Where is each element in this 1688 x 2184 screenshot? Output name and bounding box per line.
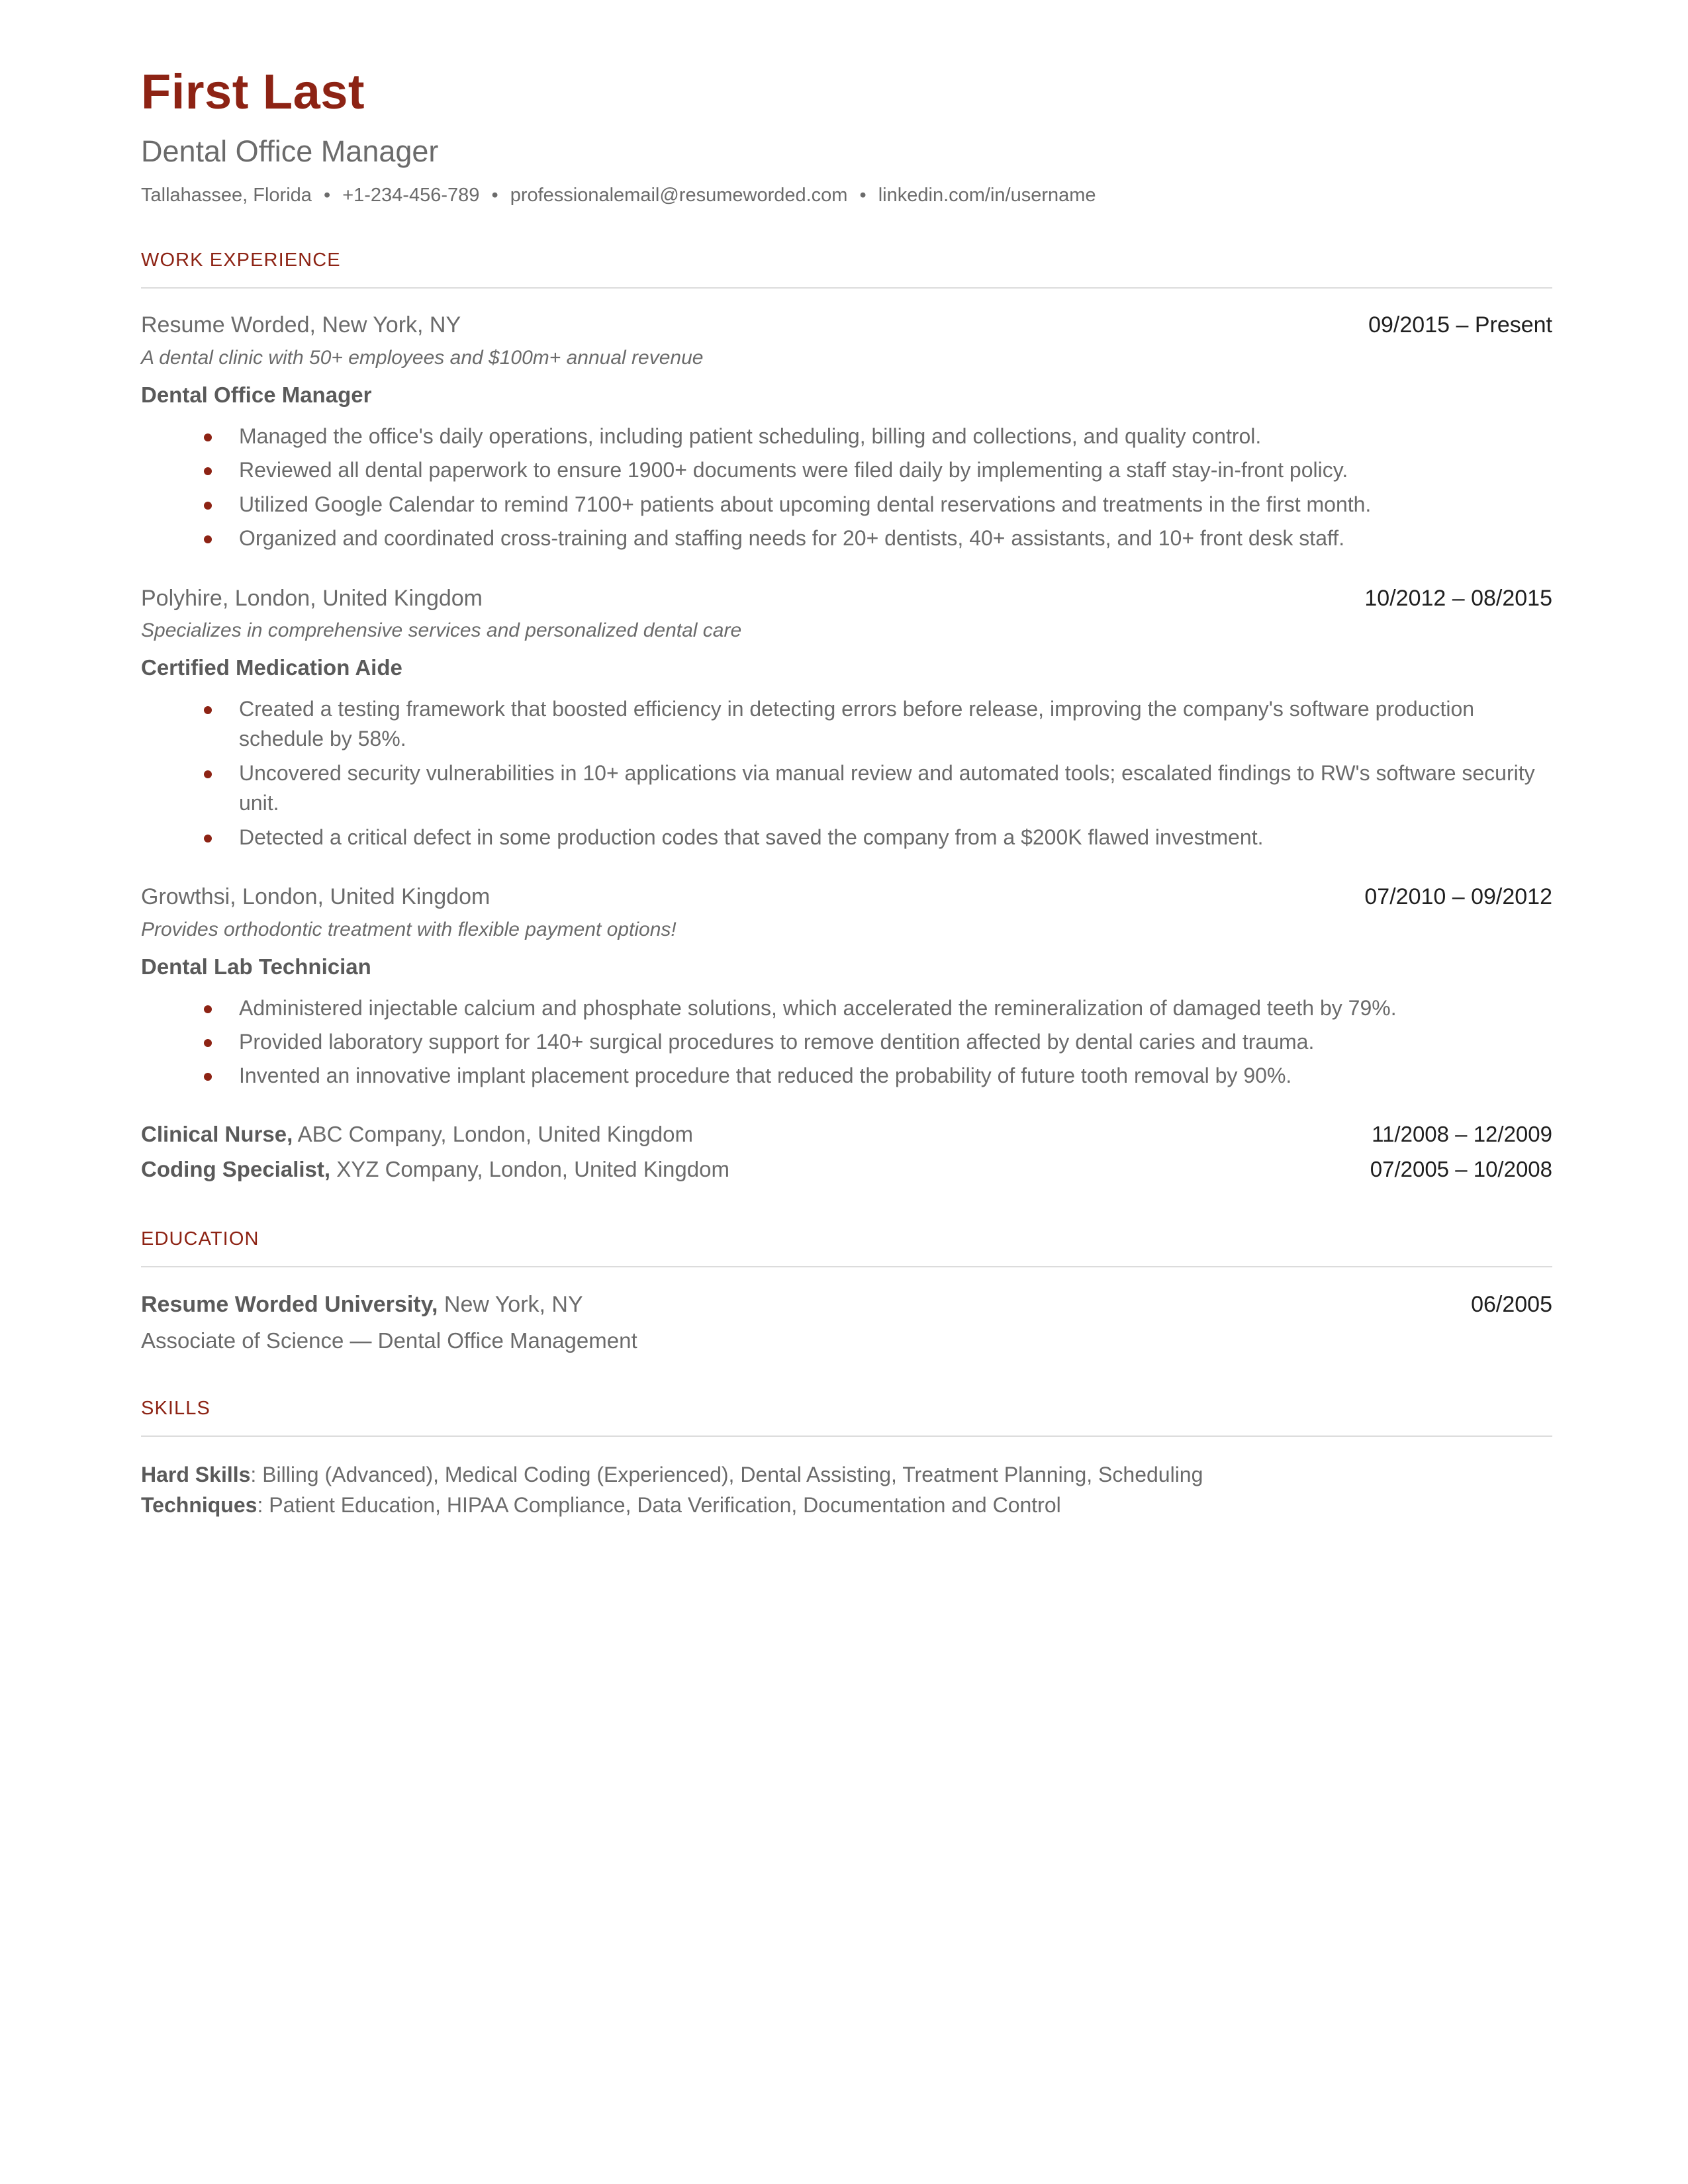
job-bullet [141,523,1552,553]
job-bullet-text: Managed the office's daily operations, including patient scheduling, billing and collections, and quality control. [239,424,1262,448]
job-company: Resume Worded, New York, NY [141,312,461,338]
job-bullet [141,823,1552,852]
job-bullet-list [141,993,1552,1091]
job-bullet [141,490,1552,520]
divider-education [141,1266,1552,1267]
contact-phone: +1-234-456-789 [342,185,480,206]
short-role-label [141,1118,693,1151]
job-bullet [141,1027,1552,1057]
job-description: A dental clinic with 50+ employees and $100m+ annual revenue [141,346,704,369]
contact-email[interactable]: professionalemail@resumeworded.com [510,185,848,206]
skill-group-row [141,1490,1552,1520]
job-bullet-text: Administered injectable calcium and phosphate solutions, which accelerated the remineralization of damaged teeth by 79%. [239,995,1397,1020]
bullet-dot-icon [204,502,212,510]
education-date: 06/2005 [1471,1291,1552,1317]
divider-skills [141,1435,1552,1437]
skill-group-values: : Patient Education, HIPAA Compliance, Data Verification, Documentation and Control [257,1493,1061,1518]
bullet-dot-icon [204,835,212,842]
short-role-dates: 07/2005 – 10/2008 [1370,1157,1552,1182]
short-role-company: ABC Company, London, United Kingdom [293,1121,693,1146]
short-role-dates: 11/2008 – 12/2009 [1372,1121,1552,1146]
section-work-experience [141,251,1552,1185]
job-bullet-text: Detected a critical defect in some production codes that saved the company from a $200K flawed investment. [239,825,1264,849]
contact-separator-2: • [491,185,498,206]
candidate-headline: Dental Office Manager [141,134,439,168]
job-bullet [141,1061,1552,1091]
job-bullet-list [141,694,1552,852]
short-role-title: Coding Specialist, [141,1157,331,1182]
job-bullet-text: Uncovered security vulnerabilities in 10+ applications via manual review and automated tools; escalated findings to RW's software security unit. [239,760,1535,815]
bullet-dot-icon [204,770,212,778]
job-entry [141,584,1552,853]
short-role-label [141,1153,729,1186]
education-header [141,1290,1552,1319]
education-degree: Associate of Science — Dental Office Management [141,1328,637,1353]
job-bullet-text: Organized and coordinated cross-training and staffing needs for 20+ dentists, 40+ assistants, and 10+ front desk staff. [239,526,1345,551]
job-title: Dental Office Manager [141,382,372,407]
job-bullet-text: Invented an innovative implant placement procedure that reduced the probability of future tooth removal by 90%. [239,1064,1292,1088]
contact-separator-1: • [323,185,331,206]
job-title: Dental Lab Technician [141,954,371,979]
job-bullet-text: Provided laboratory support for 140+ surgical procedures to remove dentition affected by dental caries and trauma. [239,1029,1315,1054]
education-entry [141,1290,1552,1355]
job-bullet-text: Reviewed all dental paperwork to ensure 1900+ documents were filed daily by implementing a staff stay-in-front policy. [239,458,1348,482]
job-bullet [141,422,1552,451]
job-company: Growthsi, London, United Kingdom [141,884,491,910]
job-dates: 09/2015 – Present [1368,312,1552,338]
bullet-dot-icon [204,1005,212,1013]
section-skills [141,1399,1552,1521]
job-bullet-text: Created a testing framework that boosted efficiency in detecting errors before release, improving the company's software production schedule by 58%. [239,696,1475,751]
job-description: Specializes in comprehensive services and personalized dental care [141,619,742,642]
education-school-line [141,1290,583,1319]
bullet-dot-icon [204,467,212,475]
contact-linkedin[interactable]: linkedin.com/in/username [878,185,1096,206]
bullet-dot-icon [204,1073,212,1081]
contact-location: Tallahassee, Florida [141,185,312,206]
divider-work-experience [141,287,1552,289]
job-bullet [141,758,1552,819]
resume-header [141,66,1552,207]
short-role-title: Clinical Nurse, [141,1121,293,1146]
job-bullet [141,694,1552,754]
skill-group-values: : Billing (Advanced), Medical Coding (Experienced), Dental Assisting, Treatment Planning, Scheduling [250,1462,1203,1486]
job-bullet [141,455,1552,485]
job-dates: 10/2012 – 08/2015 [1364,585,1552,611]
short-roles-group [141,1118,1552,1186]
skill-group-label: Techniques [141,1493,258,1518]
job-bullet [141,993,1552,1023]
job-header [141,311,1552,340]
bullet-dot-icon [204,1039,212,1047]
short-role-company: XYZ Company, London, United Kingdom [330,1157,729,1182]
contact-line [141,183,1552,207]
short-role-row [141,1118,1552,1151]
bullet-dot-icon [204,433,212,441]
job-dates: 07/2010 – 09/2012 [1364,884,1552,910]
short-role-row [141,1153,1552,1186]
candidate-name: First Last [141,64,365,119]
education-location: New York, NY [438,1291,583,1317]
job-entry [141,883,1552,1091]
job-description: Provides orthodontic treatment with flexible payment options! [141,918,677,940]
job-bullet-text: Utilized Google Calendar to remind 7100+ patients about upcoming dental reservations and treatments in the first month. [239,492,1372,516]
job-bullet-list [141,422,1552,554]
section-title-work-experience: WORK EXPERIENCE [141,250,341,271]
bullet-dot-icon [204,535,212,543]
section-education [141,1230,1552,1355]
job-title: Certified Medication Aide [141,655,402,680]
job-entry [141,311,1552,553]
section-title-skills: SKILLS [141,1397,211,1419]
job-company: Polyhire, London, United Kingdom [141,585,483,611]
bullet-dot-icon [204,706,212,714]
skill-group-row [141,1459,1552,1490]
section-title-education: EDUCATION [141,1228,259,1250]
education-school: Resume Worded University, [141,1291,438,1317]
job-header [141,883,1552,911]
job-header [141,584,1552,613]
contact-separator-3: • [859,185,867,206]
skill-group-label: Hard Skills [141,1462,251,1486]
